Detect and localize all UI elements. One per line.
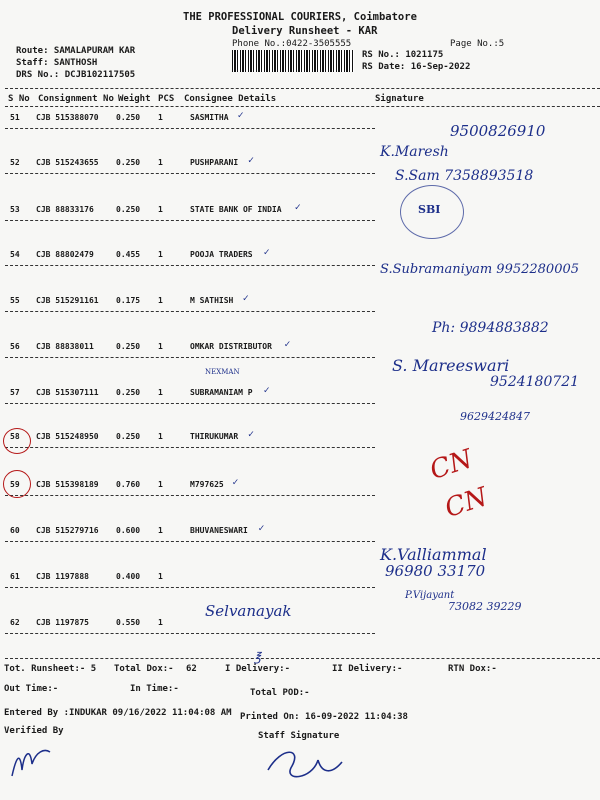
- row-weight: 0.600: [116, 526, 141, 535]
- row-rule: [5, 541, 375, 542]
- row-sno: 62: [10, 618, 20, 627]
- row-consignee: THIRUKUMAR: [190, 432, 239, 441]
- row-consignment: CJB 515279716: [36, 526, 99, 535]
- footer-rule: [5, 658, 600, 659]
- rs-date: RS Date: 16-Sep-2022: [362, 62, 471, 72]
- checkmark-icon: ✓: [263, 385, 270, 396]
- handwriting-r57: 9629424847: [460, 410, 530, 423]
- row-pcs: 1: [158, 113, 163, 122]
- row-pcs: 1: [158, 342, 163, 351]
- rtn-dox: RTN Dox:-: [448, 664, 497, 674]
- handwriting-r61b: 73082 39229: [448, 600, 522, 613]
- drs-number: DRS No.: DCJB102117505: [16, 70, 136, 80]
- row-rule: [5, 587, 375, 588]
- row-weight: 0.250: [116, 432, 141, 441]
- row-consignment: CJB 515291161: [36, 296, 99, 305]
- total-pod: Total POD:-: [250, 688, 310, 698]
- checkmark-icon: ✓: [232, 477, 239, 488]
- row-sno: 58: [10, 432, 20, 441]
- col-signature: Signature: [375, 94, 424, 104]
- row-weight: 0.250: [116, 205, 141, 214]
- row-consignment: CJB 515307111: [36, 388, 99, 397]
- row-pcs: 1: [158, 432, 163, 441]
- row-weight: 0.250: [116, 113, 141, 122]
- row-consignee: M797625: [190, 480, 224, 489]
- row-pcs: 1: [158, 296, 163, 305]
- handwriting-r52b: S.Sam 7358893518: [395, 168, 534, 184]
- row-rule: [5, 173, 375, 174]
- row-sno: 53: [10, 205, 20, 214]
- checkmark-icon: ✓: [248, 429, 255, 440]
- verified-by-label: Verified By: [4, 726, 64, 736]
- row-rule: [5, 357, 375, 358]
- handwriting-r61a: P.Vijayant: [405, 590, 455, 601]
- col-sno: S No: [8, 94, 30, 104]
- row-rule: [5, 265, 375, 266]
- runsheet-title: Delivery Runsheet - KAR: [232, 25, 378, 37]
- row-weight: 0.250: [116, 388, 141, 397]
- in-time: In Time:-: [130, 684, 179, 694]
- row-sno: 61: [10, 572, 20, 581]
- phone-number: Phone No.:0422-3505555: [232, 39, 352, 49]
- row-consignment: CJB 515248950: [36, 432, 99, 441]
- row-weight: 0.400: [116, 572, 141, 581]
- row-rule: [5, 447, 375, 448]
- checkmark-icon: ✓: [248, 155, 255, 166]
- row-consignment: CJB 1197888: [36, 572, 89, 581]
- company-title: THE PROFESSIONAL COURIERS, Coimbatore: [183, 11, 417, 23]
- handwriting-r56-note: NEXMAN: [205, 368, 240, 376]
- row-consignment: CJB 88802479: [36, 250, 94, 259]
- row-consignment: CJB 515243655: [36, 158, 99, 167]
- table-top-rule: [5, 88, 600, 89]
- staff-label: Staff: SANTHOSH: [16, 58, 98, 68]
- route-label: Route: SAMALAPURAM KAR: [16, 46, 136, 56]
- rs-number: RS No.: 1021175: [362, 50, 444, 60]
- row-pcs: 1: [158, 572, 163, 581]
- row-consignee: OMKAR DISTRIBUTOR: [190, 342, 272, 351]
- col-weight: Weight: [118, 94, 151, 104]
- handwriting-r62: Selvanayak: [205, 602, 292, 620]
- row-rule: [5, 495, 375, 496]
- row-weight: 0.455: [116, 250, 141, 259]
- row-consignment: CJB 88838011: [36, 342, 94, 351]
- checkmark-icon: ✓: [237, 110, 244, 121]
- handwriting-r56b: 9524180721: [490, 374, 580, 390]
- page-number: Page No.:5: [450, 39, 505, 49]
- handwriting-r56a: S. Mareeswari: [392, 356, 510, 375]
- handwriting-r51: 9500826910: [450, 122, 546, 140]
- row-sno: 57: [10, 388, 20, 397]
- row-consignee: POOJA TRADERS: [190, 250, 253, 259]
- row-consignee: STATE BANK OF INDIA: [190, 205, 282, 214]
- row-consignee: SUBRAMANIAM P: [190, 388, 253, 397]
- staff-signature-label: Staff Signature: [258, 731, 340, 741]
- table-header-rule: [5, 106, 600, 107]
- row-sno: 52: [10, 158, 20, 167]
- col-pcs: PCS: [158, 94, 175, 104]
- checkmark-icon: ✓: [258, 523, 265, 534]
- row-sno: 56: [10, 342, 20, 351]
- row-consignment: CJB 88833176: [36, 205, 94, 214]
- i-delivery: I Delivery:-: [225, 664, 291, 674]
- row-sno: 51: [10, 113, 20, 122]
- row-consignment: CJB 515398189: [36, 480, 99, 489]
- row-weight: 0.760: [116, 480, 141, 489]
- handwriting-r60b: 96980 33170: [385, 562, 486, 580]
- row-consignee: PUSHPARANI: [190, 158, 239, 167]
- row-consignment: CJB 515388070: [36, 113, 99, 122]
- row-sno: 55: [10, 296, 20, 305]
- row-consignee: SASMITHA: [190, 113, 229, 122]
- tot-runsheet: Tot. Runsheet:- 5: [4, 664, 97, 674]
- row-rule: [5, 128, 375, 129]
- row-rule: [5, 403, 375, 404]
- row-consignee: M SATHISH: [190, 296, 234, 305]
- ii-delivery: II Delivery:-: [332, 664, 403, 674]
- row-pcs: 1: [158, 158, 163, 167]
- row-rule: [5, 220, 375, 221]
- row-consignee: BHUVANESWARI: [190, 526, 248, 535]
- row-sno: 60: [10, 526, 20, 535]
- col-consignee: Consignee Details: [184, 94, 277, 104]
- total-dox-value: 62: [186, 664, 197, 674]
- staff-signature: [262, 740, 352, 790]
- row-rule: [5, 311, 375, 312]
- mark-circle-59: [3, 470, 31, 498]
- stamp-text: SBI: [418, 203, 441, 216]
- row-pcs: 1: [158, 526, 163, 535]
- checkmark-icon: ✓: [263, 247, 270, 258]
- row-pcs: 1: [158, 205, 163, 214]
- handwriting-r58: CN: [426, 444, 477, 486]
- row-sno: 54: [10, 250, 20, 259]
- checkmark-icon: ✓: [294, 202, 301, 213]
- row-weight: 0.550: [116, 618, 141, 627]
- verified-signature: [8, 740, 58, 782]
- row-rule: [5, 633, 375, 634]
- checkmark-icon: ✓: [284, 339, 291, 350]
- row-pcs: 1: [158, 618, 163, 627]
- row-pcs: 1: [158, 388, 163, 397]
- row-sno: 59: [10, 480, 20, 489]
- handwriting-r54: S.Subramaniyam 9952280005: [380, 262, 580, 277]
- handwriting-r52a: K.Maresh: [380, 144, 449, 160]
- printed-on: Printed On: 16-09-2022 11:04:38: [240, 712, 408, 722]
- footer-initials: ℥: [254, 650, 261, 664]
- out-time: Out Time:-: [4, 684, 59, 694]
- total-dox-label: Total Dox:-: [114, 664, 174, 674]
- row-pcs: 1: [158, 250, 163, 259]
- handwriting-r59: CN: [441, 482, 492, 524]
- row-consignment: CJB 1197875: [36, 618, 89, 627]
- mark-circle-58: [3, 428, 31, 454]
- row-weight: 0.250: [116, 158, 141, 167]
- row-weight: 0.175: [116, 296, 141, 305]
- row-pcs: 1: [158, 480, 163, 489]
- col-consignment: Consignment No: [38, 94, 114, 104]
- handwriting-r55: Ph: 9894883882: [432, 320, 549, 336]
- row-weight: 0.250: [116, 342, 141, 351]
- entered-by: Entered By :INDUKAR 09/16/2022 11:04:08 AM: [4, 708, 232, 718]
- handwriting-r60a: K.Valliammal: [380, 545, 487, 564]
- barcode: [232, 50, 354, 72]
- checkmark-icon: ✓: [242, 293, 249, 304]
